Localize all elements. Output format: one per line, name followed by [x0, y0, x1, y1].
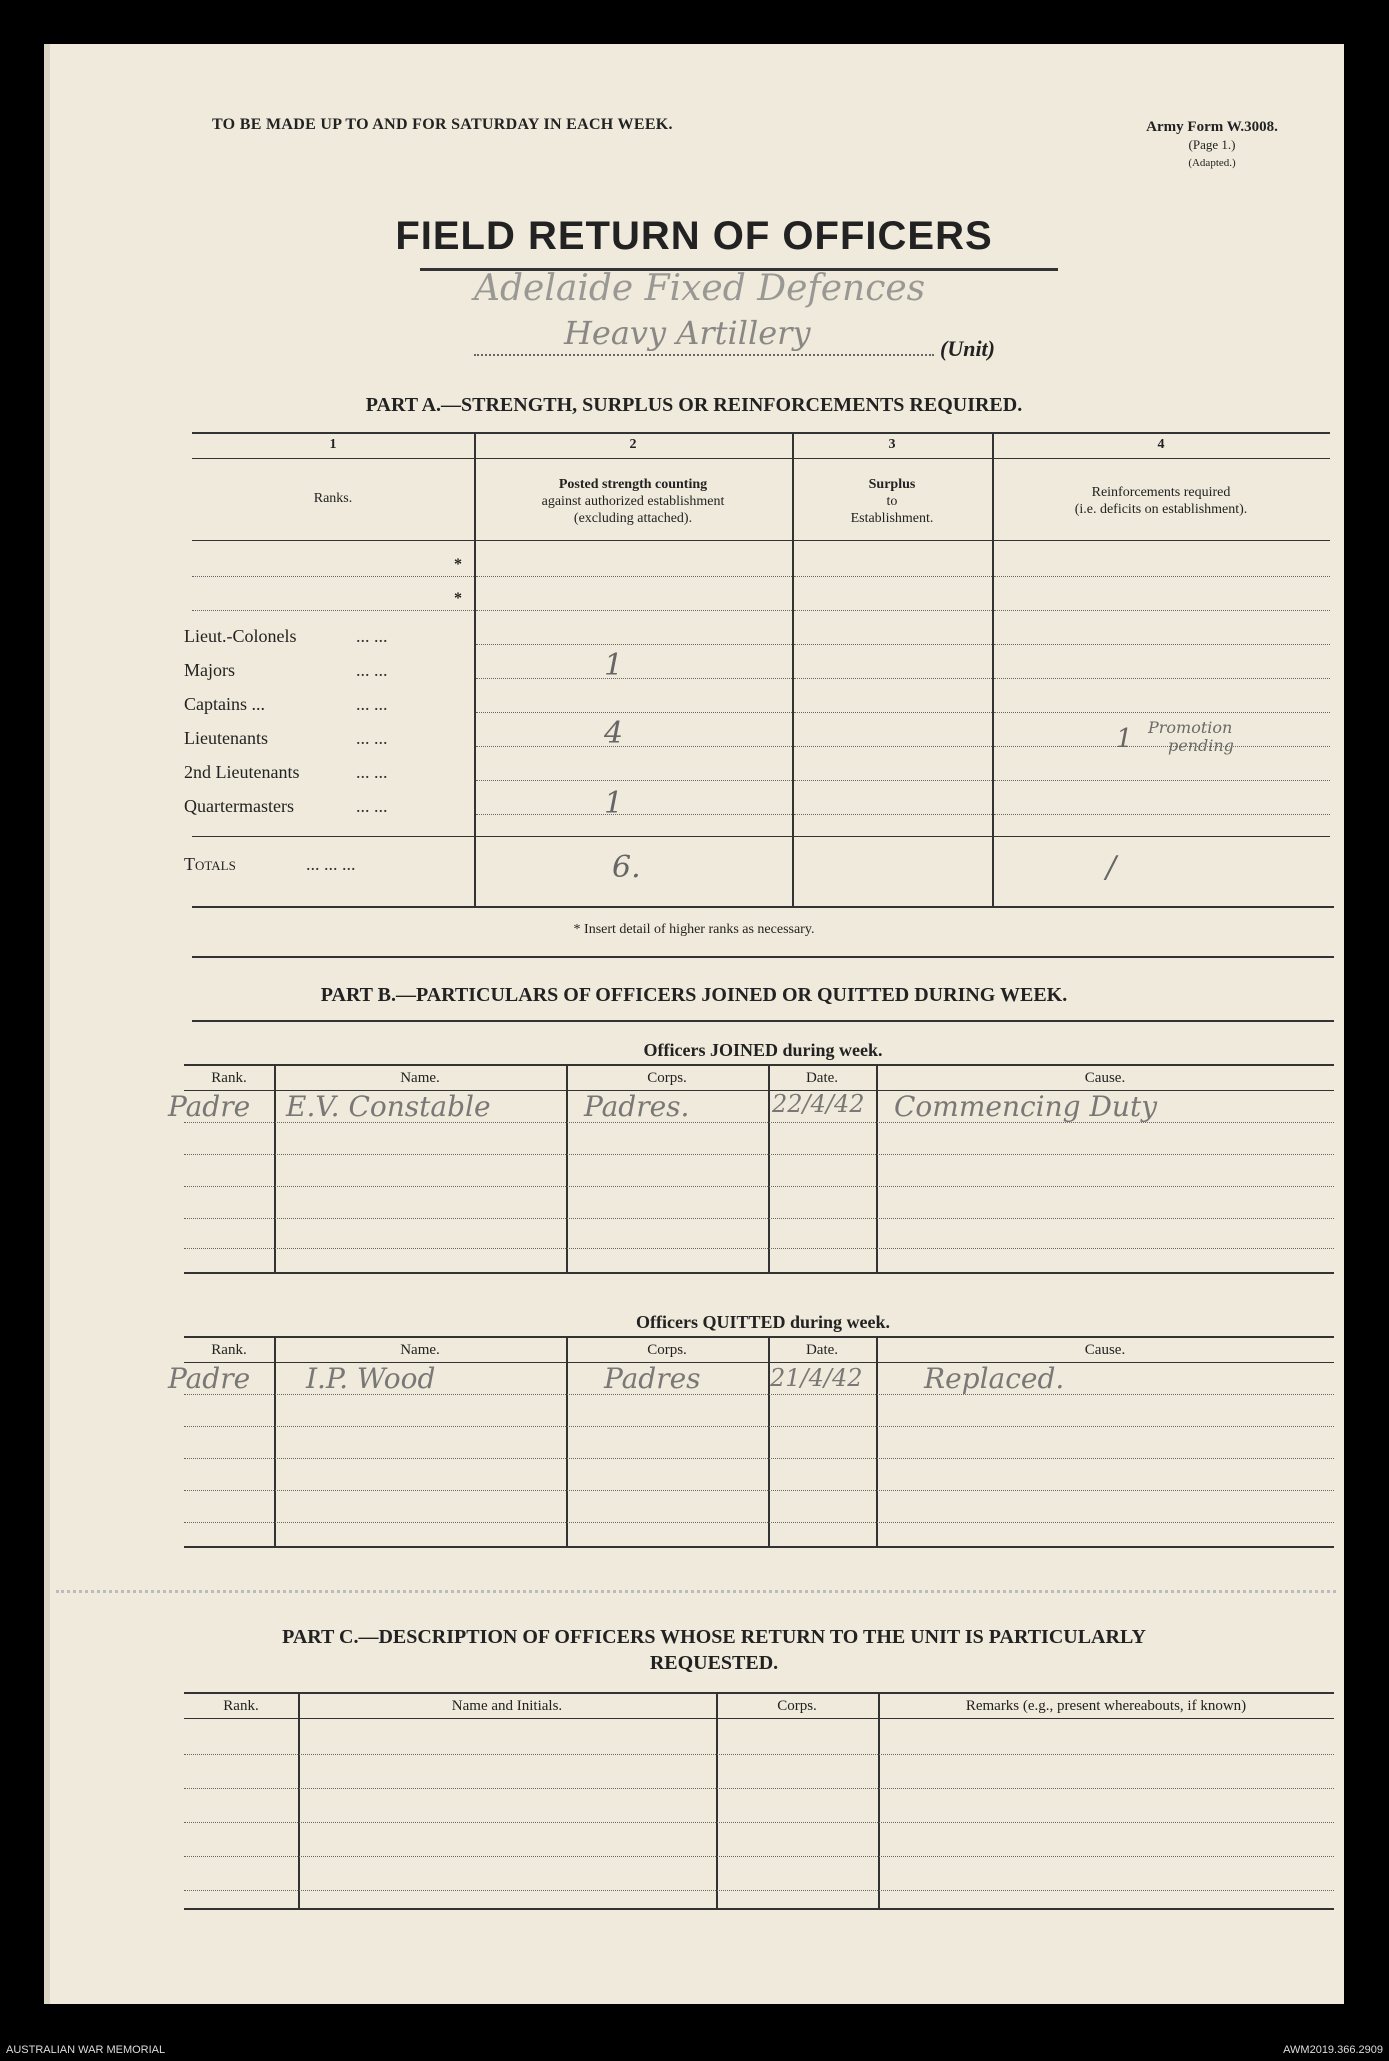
joined-col-sep	[768, 1064, 770, 1272]
rank-quartermasters: Quartermasters	[184, 796, 294, 816]
part-c-bottom-line	[184, 1908, 1334, 1910]
row-line	[476, 678, 792, 679]
joined-title: Officers JOINED during week.	[643, 1040, 883, 1060]
joined-col-sep	[566, 1064, 568, 1272]
joined-col-sep	[274, 1064, 276, 1272]
rank-captains: Captains ...	[184, 694, 265, 714]
part-c-header-line	[184, 1718, 1334, 1719]
col-header-surplus-line2: to	[886, 494, 898, 509]
quitted-date: 21/4/42	[770, 1364, 863, 1392]
rank-majors: Majors	[184, 660, 235, 680]
row-line	[994, 780, 1330, 781]
row-line	[794, 712, 992, 713]
row-line	[184, 1154, 1334, 1155]
joined-cause: Commencing Duty	[894, 1090, 1158, 1123]
form-number-block	[1112, 118, 1312, 172]
quitted-cause: Replaced.	[924, 1362, 1065, 1395]
col-header-reinf-line1: Reinforcements required	[1091, 485, 1231, 500]
row-line	[994, 814, 1330, 815]
col-header-surplus	[792, 476, 992, 527]
strength-lieutenants: 4	[604, 716, 624, 751]
row-line	[184, 1458, 1334, 1459]
row-line	[184, 1248, 1334, 1249]
rank-2nd-lieutenants: 2nd Lieutenants	[184, 762, 300, 782]
row-line	[994, 644, 1330, 645]
unit-handwritten-line2: Heavy Artillery	[564, 314, 811, 352]
table-a-top-line	[192, 432, 1330, 434]
row-line	[994, 576, 1330, 577]
row-line	[184, 1490, 1334, 1491]
table-a-bottom-line	[192, 906, 1334, 908]
row-line	[994, 746, 1330, 747]
row-line	[994, 610, 1330, 611]
quitted-rank: Padre	[168, 1362, 251, 1395]
col-header-strength-line3: (excluding attached).	[573, 511, 693, 526]
row-line	[184, 1186, 1334, 1187]
row-line	[476, 780, 792, 781]
col-number-3: 3	[888, 437, 896, 452]
rank-dots: ... ...	[356, 660, 388, 680]
quitted-col-date: Date.	[805, 1342, 839, 1358]
col-header-reinf-line2: (i.e. deficits on establishment).	[1074, 502, 1248, 517]
part-b-title-line	[192, 1020, 1334, 1022]
part-c-col-remarks: Remarks (e.g., present whereabouts, if known)	[965, 1698, 1247, 1714]
totals-strength: 6.	[612, 850, 641, 885]
row-line	[184, 1522, 1334, 1523]
quitted-corps: Padres	[604, 1362, 701, 1395]
quitted-top-line	[184, 1336, 1334, 1338]
joined-col-sep	[876, 1064, 878, 1272]
quitted-col-name: Name.	[400, 1342, 440, 1358]
row-line	[476, 814, 792, 815]
part-c-col-sep	[878, 1692, 880, 1908]
joined-bottom-line	[184, 1272, 1334, 1274]
totals-reinforcements: /	[1106, 850, 1117, 885]
strength-quartermasters: 1	[604, 786, 624, 821]
joined-col-corps: Corps.	[647, 1070, 687, 1086]
part-b-title: PART B.—PARTICULARS OF OFFICERS JOINED OR QUITTED DURING WEEK.	[320, 984, 1068, 1006]
part-c-col-rank: Rank.	[223, 1698, 259, 1714]
quitted-col-corps: Corps.	[647, 1342, 687, 1358]
quitted-col-sep	[566, 1336, 568, 1546]
row-line	[476, 576, 792, 577]
col-header-ranks: Ranks.	[313, 491, 353, 506]
part-a-footnote: * Insert detail of higher ranks as necessary.	[573, 922, 815, 937]
row-line	[794, 576, 992, 577]
joined-col-rank: Rank.	[211, 1070, 247, 1086]
joined-name: E.V. Constable	[286, 1090, 491, 1123]
row-line	[994, 678, 1330, 679]
form-title: FIELD RETURN OF OFFICERS	[395, 214, 993, 258]
row-line	[184, 1822, 1334, 1823]
row-line	[192, 576, 474, 577]
row-line	[794, 644, 992, 645]
table-a-num-line	[192, 458, 1330, 459]
rank-dots: ... ...	[356, 728, 388, 748]
row-line	[794, 610, 992, 611]
col-header-strength-line1: Posted strength counting	[558, 477, 708, 492]
star-marker-2: *	[454, 590, 462, 607]
part-c-col-name: Name and Initials.	[451, 1698, 563, 1714]
row-line	[184, 1890, 1334, 1891]
col-header-surplus-line3: Establishment.	[850, 511, 934, 526]
unit-handwritten-line1: Adelaide Fixed Defences	[474, 268, 926, 309]
part-c-col-sep	[716, 1692, 718, 1908]
strength-majors: 1	[604, 648, 624, 683]
col-header-surplus-line1: Surplus	[868, 477, 916, 492]
table-a-totals-line	[192, 836, 1330, 837]
reinf-lieutenants-note1: Promotion	[1148, 718, 1233, 737]
row-line	[794, 746, 992, 747]
quitted-bottom-line	[184, 1546, 1334, 1548]
form-page	[44, 44, 1344, 2004]
col-header-strength	[474, 476, 792, 527]
form-page-number: (Page 1.)	[1188, 137, 1236, 152]
row-line	[476, 712, 792, 713]
footer-accession-number: AWM2019.366.2909	[1283, 2044, 1383, 2056]
row-line	[476, 644, 792, 645]
quitted-title: Officers QUITTED during week.	[636, 1312, 890, 1332]
rank-dots: ... ...	[356, 626, 388, 646]
header-instruction: TO BE MADE UP TO AND FOR SATURDAY IN EACH WEEK.	[212, 116, 673, 133]
perforation-line	[56, 1590, 1336, 1593]
totals-dots: ... ... ...	[306, 854, 356, 874]
row-line	[476, 610, 792, 611]
quitted-col-sep	[876, 1336, 878, 1546]
joined-col-date: Date.	[805, 1070, 839, 1086]
rank-dots: ... ...	[356, 762, 388, 782]
joined-col-cause: Cause.	[1084, 1070, 1126, 1086]
quitted-col-cause: Cause.	[1084, 1342, 1126, 1358]
col-number-2: 2	[629, 437, 637, 452]
quitted-col-rank: Rank.	[211, 1342, 247, 1358]
part-c-col-corps: Corps.	[777, 1698, 817, 1714]
row-line	[994, 712, 1330, 713]
form-adapted: (Adapted.)	[1188, 157, 1236, 169]
rank-dots: ... ...	[356, 796, 388, 816]
joined-top-line	[184, 1064, 1334, 1066]
star-marker-1: *	[454, 556, 462, 573]
row-line	[794, 678, 992, 679]
row-line	[192, 610, 474, 611]
row-line	[184, 1856, 1334, 1857]
part-c-title-line1: PART C.—DESCRIPTION OF OFFICERS WHOSE RETURN TO THE UNIT IS PARTICULARLY	[282, 1626, 1146, 1648]
part-c-col-sep	[298, 1692, 300, 1908]
quitted-name: I.P. Wood	[306, 1362, 436, 1395]
rank-lieut-colonels: Lieut.-Colonels	[184, 626, 297, 646]
row-line	[476, 746, 792, 747]
footer-archive-name: AUSTRALIAN WAR MEMORIAL	[6, 2044, 166, 2056]
table-a-header-line	[192, 540, 1330, 541]
row-line	[794, 814, 992, 815]
unit-label: (Unit)	[940, 336, 995, 361]
row-line	[184, 1218, 1334, 1219]
joined-col-name: Name.	[400, 1070, 440, 1086]
paper-edge	[44, 44, 50, 2004]
col-number-1: 1	[329, 437, 337, 452]
col-header-strength-line2: against authorized establishment	[541, 494, 725, 509]
row-line	[184, 1426, 1334, 1427]
row-line	[184, 1788, 1334, 1789]
form-number: Army Form W.3008.	[1146, 119, 1278, 135]
row-line	[184, 1754, 1334, 1755]
col-header-reinforcements	[992, 484, 1330, 518]
part-a-title: PART A.—STRENGTH, SURPLUS OR REINFORCEMENTS REQUIRED.	[365, 394, 1023, 416]
totals-label: Totals	[184, 854, 236, 874]
rank-dots: ... ...	[356, 694, 388, 714]
part-c-title-line2: REQUESTED.	[649, 1652, 779, 1674]
reinf-lieutenants-note2: pending	[1168, 736, 1234, 755]
unit-dotted-line	[474, 354, 934, 356]
row-line	[794, 780, 992, 781]
reinf-lieutenants: 1	[1116, 724, 1133, 754]
col-number-4: 4	[1157, 437, 1165, 452]
joined-corps: Padres.	[584, 1090, 690, 1123]
joined-rank: Padre	[168, 1090, 251, 1123]
joined-date: 22/4/42	[772, 1090, 865, 1118]
quitted-col-sep	[274, 1336, 276, 1546]
rank-lieutenants: Lieutenants	[184, 728, 268, 748]
table-a-note-line	[192, 956, 1334, 958]
part-c-top-line	[184, 1692, 1334, 1694]
